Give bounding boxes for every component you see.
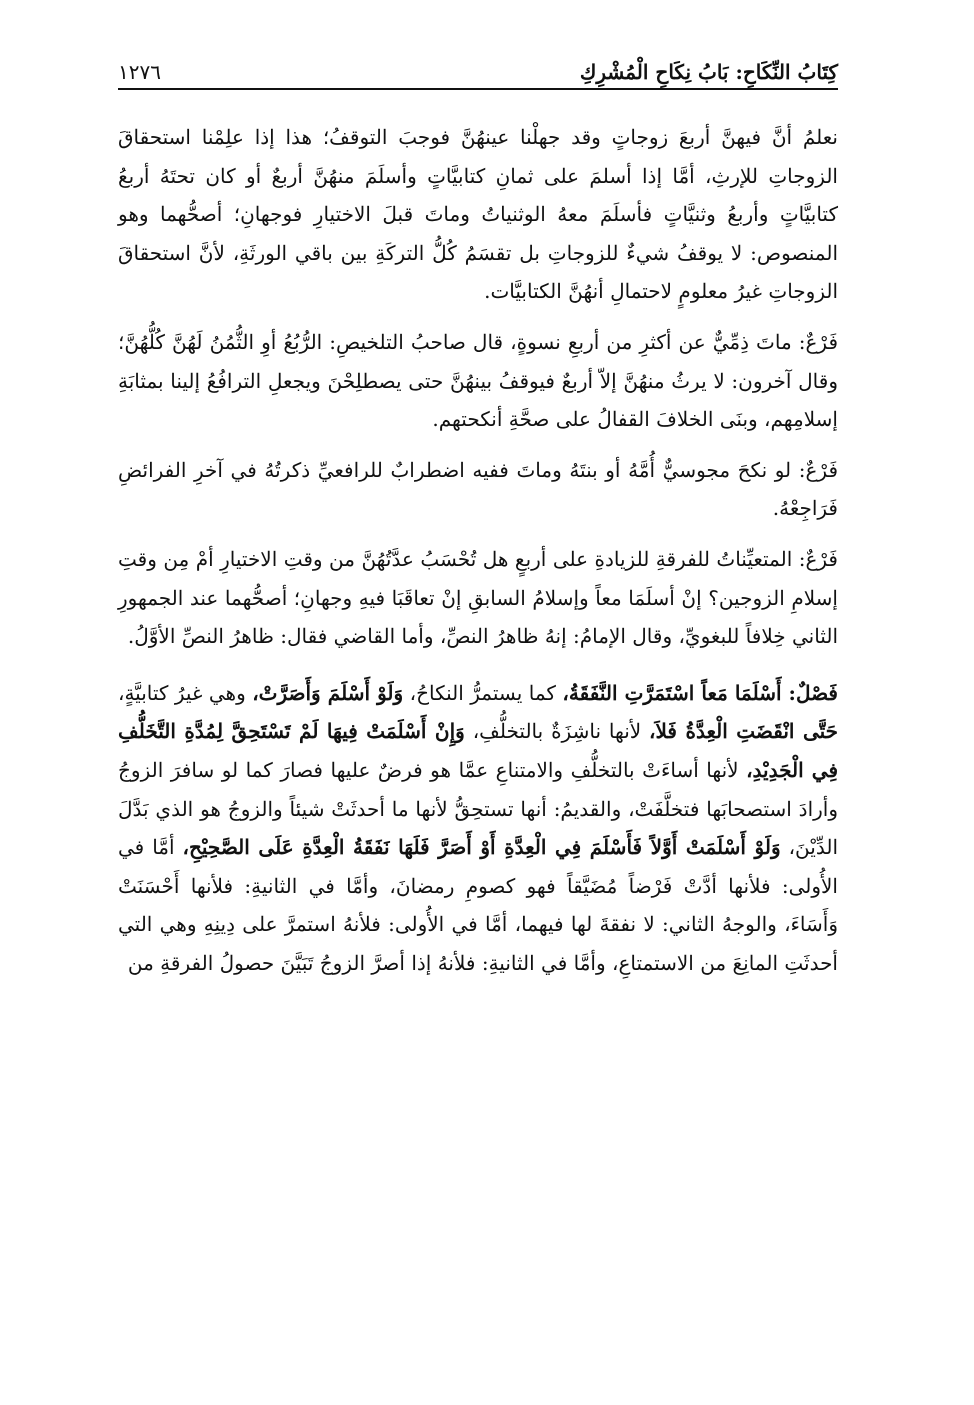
matn-segment: وَلَوْ أَسْلَمَتْ أَوَّلاً فَأَسْلَمَ فِي الْعِدَّةِ أَوْ أَصَرَّ فَلَهَا نَفَقَةُ الْعِدَّةِ عَلَى الصَّحِيْحِ، — [182, 835, 781, 860]
sharh-segment: وهي غيرُ كتابيَّةٍ، — [118, 680, 253, 705]
matn-segment: حَتَّى انْقَضَتِ الْعِدَّةُ فَلاَ، — [649, 719, 839, 744]
matn-segment: وَلَوْ أَسْلَمَ وَأَصَرَّتْ، — [252, 680, 404, 705]
book-page — [118, 48, 838, 994]
text-segment: نعلمُ أنَّ فيهنَّ أربعَ زوجاتٍ وقد جهلْنا عينهُنَّ فوجبَ التوقفُ؛ هذا إذا علِمْنا استحقاقَ الزوجاتِ للإرثِ، أمَّا إذا أسلمَ على ثمانِ كتابيَّاتٍ وأسلَمَ منهُنَّ أربعٌ أو كان تحتَهُ أربعُ كتابيَّاتٍ وأربعُ وثنيَّاتٍ فأسلَمَ معهُ الوثنياتُ وماتَ قبلَ الاختيارِ فوجهانِ؛ أصحُّهما وهو المنصوص: لا يوقفُ شيءٌ للزوجاتِ بل تقسَمُ كُلُّ التركَةِ بين باقي الورثَةِ، لأنَّ استحقاقَ الزوجاتِ غيرُ معلومٍ لاحتمالِ أنهُنَّ الكتابيَّات. — [118, 125, 838, 304]
sharh-segment: كما يستمرُّ النكاحُ، — [403, 680, 563, 705]
sharh-segment: لأنها ناشِزَةٌ بالتخلُّفِ، — [464, 719, 650, 744]
header-title: كِتَابُ النِّكَاحِ: بَابُ نِكَاحِ الْمُشْرِكِ — [579, 60, 838, 84]
text-segment: فَرْعٌ: المتعيِّناتُ للفرقةِ للزيادةِ على أربعٍ هل تُحْسَبُ عدَّتُهُنَّ من وقتِ الاختيارِ أمْ مِن وقتِ إسلامِ الزوجين؟ إنْ أسلَمَا معاً وإسلامُ السابقِ إنْ تعاقَبَا فيهِ وجهانِ؛ أصحُّهما عند الجمهورِ الثاني خِلافاً للبغويِّ، وقال الإمامُ: إنهُ ظاهرُ النصِّ، وأما القاضي فقال: ظاهرُ النصِّ الأوَّلُ. — [118, 546, 838, 649]
paragraph-far-iddah — [118, 540, 838, 656]
running-header — [118, 48, 838, 90]
text-segment: فَرْعٌ: لو نكحَ مجوسيٌّ أُمَّهُ أو بنتَهُ وماتَ ففيه اضطرابٌ للرافعيِّ ذكرتُهُ في آخرِ الفرائضِ فَرَاجِعْهُ. — [118, 457, 838, 521]
page-number: ١٢٧٦ — [118, 60, 161, 84]
paragraph-fasl-nafaqah — [118, 674, 838, 983]
paragraph-far-dhimmi — [118, 323, 838, 439]
sharh-segment: لأنها أساءَتْ بالتخلُّفِ والامتناعِ عمَّا هو فرضٌ عليها فصارَ كما لو سافرَ الزوجُ وأرادَ استصحابَها فتخلَّفَتْ، والقديمُ: أنها تستحِقُّ لأنها ما أحدثَتْ شيئاً والزوجُ هو الذي بَدَّلَ الدِّيْنَ، — [118, 757, 838, 860]
text-segment: فَرْعٌ: ماتَ ذِمِّيٌّ عن أكثرِ من أربعِ نسوةٍ، قال صاحبُ التلخيصِ: الرُّبُعُ أوِ الثُّمُنُ لَهُنَّ كُلُّهُنَّ؛ وقال آخرون: لا يرثُ منهُنَّ إلاّ أربعٌ فيوقفُ بينهُنَّ حتى يصطلِحْنَ ويجعلِ الترافُعُ إلينا بمثابَةِ إسلامِهم، وبنَى الخلافَ القفالُ على صحَّةِ أنكحتهم. — [118, 329, 838, 432]
paragraph-inheritance — [118, 118, 838, 311]
matn-segment: فَصْلٌ: أَسْلَمَا مَعاً اسْتَمَرَّتِ النَّفَقَةُ، — [562, 680, 838, 705]
sharh-segment: أمَّا في الأُولى: فلأنها أدَّتْ فَرْضاً مُضَيَّقاً فهو كصومِ رمضانَ، وأمَّا في الثانيةِ: فلأنها أَحْسَنَتْ وَأَسَاءَ، والوجهُ الثاني: لا نفقةَ لها فيهما، أمَّا في الأُولى: فلأنهُ استمرَّ على دِينِهِ وهي التي أحدثَتِ المانِعَ من الاستمتاعِ، وأمَّا في الثانيةِ: فلأنهُ إذا أصرَّ الزوجُ تَبَيَّنَ حصولُ الفرقةِ من — [118, 835, 838, 975]
paragraph-far-majusi — [118, 451, 838, 528]
matn-segment: وَإِنْ أَسْلَمَتْ فِيهَا لَمْ تَسْتَحِقَّ لِمُدَّةِ التَّخَلُّفِ فِي الْجَدِيْدِ، — [118, 719, 838, 782]
